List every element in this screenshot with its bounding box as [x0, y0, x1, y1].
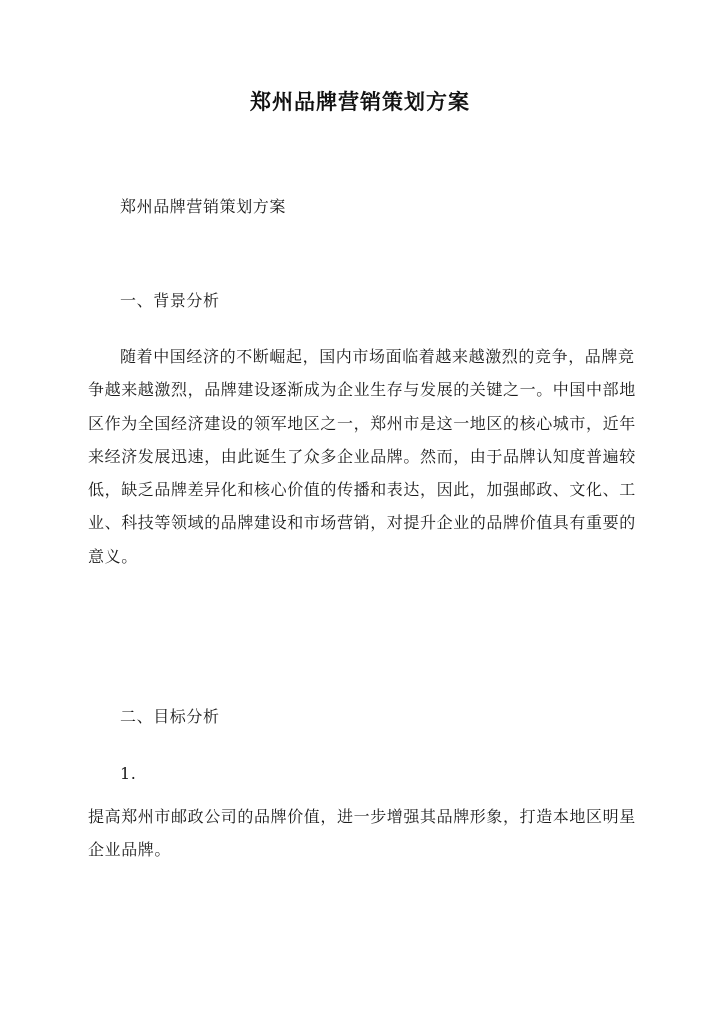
document-subtitle: 郑州品牌营销策划方案 [120, 197, 287, 216]
document-title: 郑州品牌营销策划方案 [250, 89, 470, 114]
background-paragraph: 随着中国经济的不断崛起，国内市场面临着越来越激烈的竞争，品牌竞争越来越激烈，品牌建设逐渐成为企业生存与发展的关键之一。中国中部地区作为全国经济建设的领军地区之一，郑州市是这一地区的核心城市，近年来经济发展迅速，由此诞生了众多企业品牌。然而，由于品牌认知度普遍较低，缺乏品牌差异化和核心价值的传播和表达，因此，加强邮政、文化、工业、科技等领域的品牌建设和市场营销，对提升企业的品牌价值具有重要的意义。 [88, 347, 636, 566]
section-heading-background: 一、背景分析 [120, 291, 220, 310]
goal-item-text: 提高郑州市邮政公司的品牌价值，进一步增强其品牌形象，打造本地区明星企业品牌。 [88, 807, 636, 859]
goal-item-number: 1. [120, 764, 137, 783]
section-heading-goals: 二、目标分析 [120, 707, 220, 726]
